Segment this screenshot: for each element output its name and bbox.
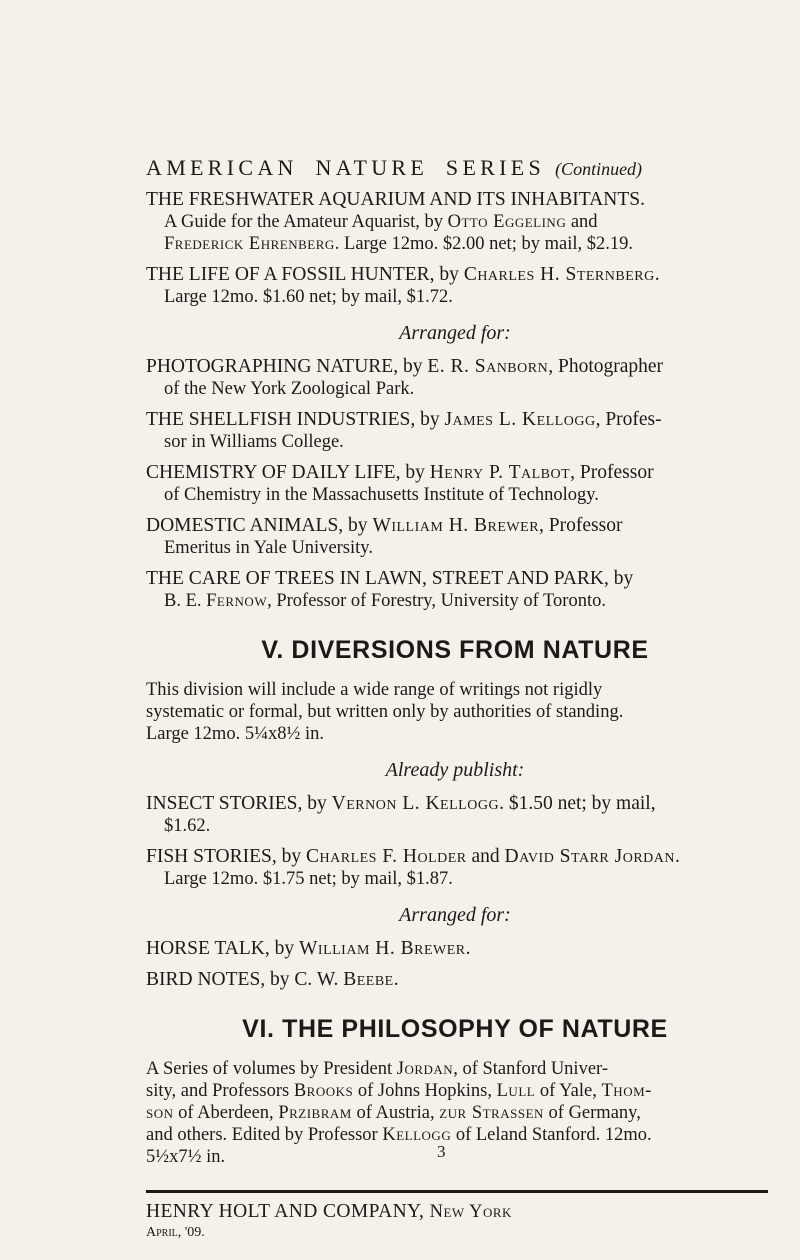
para-text: A Series of volumes by President bbox=[146, 1059, 397, 1079]
entry-line bbox=[146, 938, 764, 960]
entry-line bbox=[146, 868, 764, 890]
entry-line bbox=[146, 590, 764, 612]
entry-line bbox=[146, 537, 764, 559]
section-heading-diversions: V. DIVERSIONS FROM NATURE bbox=[261, 636, 649, 664]
entry-line bbox=[146, 211, 764, 233]
footer-rule bbox=[146, 1190, 768, 1193]
author-name: Beebe bbox=[343, 969, 394, 990]
entry-text: $1.62. bbox=[164, 816, 211, 836]
author-name: Vernon L. Kellogg bbox=[331, 793, 500, 814]
entry-title: INSECT STORIES, by bbox=[146, 793, 332, 814]
entry-text: . bbox=[674, 846, 680, 867]
author-name: Brooks bbox=[293, 1081, 354, 1101]
entry-line bbox=[146, 233, 764, 255]
para-line: This division will include a wide range of writings not rigidly bbox=[146, 680, 603, 700]
book-entry-chemistry-daily-life bbox=[146, 462, 764, 506]
author-name: Jordan bbox=[396, 1059, 454, 1079]
book-entry-fish-stories bbox=[146, 846, 764, 890]
entry-text: , Professor bbox=[539, 515, 623, 536]
author-name: Henry P. Talbot bbox=[429, 462, 571, 483]
publication-date: April, '09. bbox=[146, 1225, 205, 1240]
para-text: of Austria, bbox=[351, 1103, 440, 1123]
para-line bbox=[146, 1124, 764, 1146]
book-entry-bird-notes bbox=[146, 969, 764, 991]
entry-line bbox=[146, 969, 764, 991]
publisher-city: New York bbox=[429, 1202, 512, 1222]
author-name: David Starr Jordan bbox=[504, 846, 675, 867]
continued-label: (Continued) bbox=[555, 159, 643, 179]
entry-line bbox=[146, 846, 764, 868]
para-text: of Johns Hopkins, bbox=[353, 1081, 497, 1101]
author-name: William H. Brewer bbox=[299, 938, 466, 959]
author-name: E. R. Sanborn bbox=[427, 356, 549, 377]
entry-text: . bbox=[654, 264, 660, 285]
book-entry-insect-stories bbox=[146, 793, 764, 837]
para-text: of Leland Stanford. 12mo. bbox=[451, 1125, 652, 1145]
book-entry-freshwater-aquarium bbox=[146, 189, 764, 255]
entry-title: HORSE TALK, by bbox=[146, 938, 300, 959]
para-line bbox=[146, 1102, 764, 1124]
author-name: son bbox=[146, 1103, 174, 1123]
entry-text: . $1.50 net; by mail, bbox=[499, 793, 656, 814]
entry-line bbox=[146, 409, 764, 431]
para-line: Large 12mo. 5¼x8½ in. bbox=[146, 724, 324, 744]
entry-line bbox=[146, 484, 764, 506]
already-published-heading: Already publisht: bbox=[385, 759, 525, 781]
publisher-line bbox=[146, 1201, 764, 1223]
entry-title: THE FRESHWATER AQUARIUM AND ITS INHABITANTS. bbox=[146, 189, 645, 210]
series-header bbox=[146, 155, 764, 181]
para-text: of Aberdeen, bbox=[173, 1103, 279, 1123]
book-entry-shellfish-industries bbox=[146, 409, 764, 453]
entry-line bbox=[146, 793, 764, 815]
entry-text: of the New York Zoological Park. bbox=[164, 379, 415, 399]
author-name: zur Strassen bbox=[439, 1103, 544, 1123]
para-text: , of Stanford Univer- bbox=[453, 1059, 608, 1079]
author-name: Frederick Ehrenberg bbox=[164, 234, 335, 254]
entry-line bbox=[146, 431, 764, 453]
para-line bbox=[146, 1058, 764, 1080]
entry-text: , Photographer bbox=[548, 356, 664, 377]
author-name: Otto Eggeling bbox=[447, 212, 567, 232]
book-entry-fossil-hunter bbox=[146, 264, 764, 308]
entry-title: THE SHELLFISH INDUSTRIES, by bbox=[146, 409, 445, 430]
section-heading-philosophy: VI. THE PHILOSOPHY OF NATURE bbox=[242, 1015, 668, 1043]
author-name: Fernow bbox=[206, 591, 268, 611]
series-title: AMERICAN NATURE SERIES bbox=[146, 155, 546, 180]
entry-line bbox=[146, 462, 764, 484]
book-entry-horse-talk bbox=[146, 938, 764, 960]
entry-text: . bbox=[465, 938, 471, 959]
entry-title: THE CARE OF TREES IN LAWN, STREET AND PARK, by bbox=[146, 568, 634, 589]
entry-text: , Profes- bbox=[595, 409, 662, 430]
entry-text: Large 12mo. $1.75 net; by mail, $1.87. bbox=[164, 869, 453, 889]
entry-text: and bbox=[566, 212, 598, 232]
publisher-name: HENRY HOLT AND COMPANY, bbox=[146, 1201, 430, 1222]
para-text: of Germany, bbox=[543, 1103, 641, 1123]
entry-text: Large 12mo. $1.60 net; by mail, $1.72. bbox=[164, 287, 453, 307]
book-entry-photographing-nature bbox=[146, 356, 764, 400]
entry-title: BIRD NOTES, by C. W. bbox=[146, 969, 344, 990]
para-text: sity, and Professors bbox=[146, 1081, 294, 1101]
entry-text: of Chemistry in the Massachusetts Institute of Technology. bbox=[164, 485, 599, 505]
page-content bbox=[146, 155, 764, 1241]
entry-text: , Professor bbox=[570, 462, 654, 483]
entry-title: FISH STORIES, by bbox=[146, 846, 307, 867]
arranged-for-heading: Arranged for: bbox=[399, 904, 511, 926]
author-name: William H. Brewer bbox=[372, 515, 540, 536]
entry-text: A Guide for the Amateur Aquarist, by bbox=[164, 212, 448, 232]
book-entry-care-of-trees bbox=[146, 568, 764, 612]
arranged-for-heading: Arranged for: bbox=[399, 322, 511, 344]
entry-title: PHOTOGRAPHING NATURE, by bbox=[146, 356, 428, 377]
entry-line bbox=[146, 264, 764, 286]
entry-text: . Large 12mo. $2.00 net; by mail, $2.19. bbox=[334, 234, 633, 254]
entry-title: DOMESTIC ANIMALS, by bbox=[146, 515, 373, 536]
entry-text: B. E. bbox=[164, 591, 207, 611]
author-name: Kellogg bbox=[382, 1125, 452, 1145]
para-text: and others. Edited by Professor bbox=[146, 1125, 383, 1145]
entry-text: , Professor of Forestry, University of Toronto. bbox=[267, 591, 606, 611]
entry-line bbox=[146, 568, 764, 590]
para-line: systematic or formal, but written only by authorities of standing. bbox=[146, 702, 624, 722]
para-text: 5½x7½ in. bbox=[146, 1147, 226, 1167]
page-number: 3 bbox=[437, 1142, 446, 1161]
author-name: Charles F. Holder bbox=[306, 846, 467, 867]
section-intro bbox=[146, 679, 764, 745]
para-line bbox=[146, 1146, 764, 1168]
entry-text: Emeritus in Yale University. bbox=[164, 538, 373, 558]
entry-text: sor in Williams College. bbox=[164, 432, 344, 452]
para-line bbox=[146, 1080, 764, 1102]
author-name: James L. Kellogg bbox=[444, 409, 596, 430]
entry-text: . bbox=[393, 969, 399, 990]
author-name: Lull bbox=[496, 1081, 536, 1101]
entry-line bbox=[146, 356, 764, 378]
entry-title: CHEMISTRY OF DAILY LIFE, by bbox=[146, 462, 430, 483]
entry-line bbox=[146, 286, 764, 308]
entry-line bbox=[146, 515, 764, 537]
book-entry-domestic-animals bbox=[146, 515, 764, 559]
entry-line bbox=[146, 378, 764, 400]
entry-line bbox=[146, 189, 764, 211]
para-text: of Yale, bbox=[535, 1081, 602, 1101]
author-name: Thom- bbox=[601, 1081, 652, 1101]
entry-title: THE LIFE OF A FOSSIL HUNTER, by bbox=[146, 264, 464, 285]
section-body bbox=[146, 1058, 764, 1168]
entry-line bbox=[146, 815, 764, 837]
author-name: Charles H. Sternberg bbox=[463, 264, 655, 285]
author-name: Przibram bbox=[278, 1103, 352, 1123]
entry-text: and bbox=[466, 846, 505, 867]
